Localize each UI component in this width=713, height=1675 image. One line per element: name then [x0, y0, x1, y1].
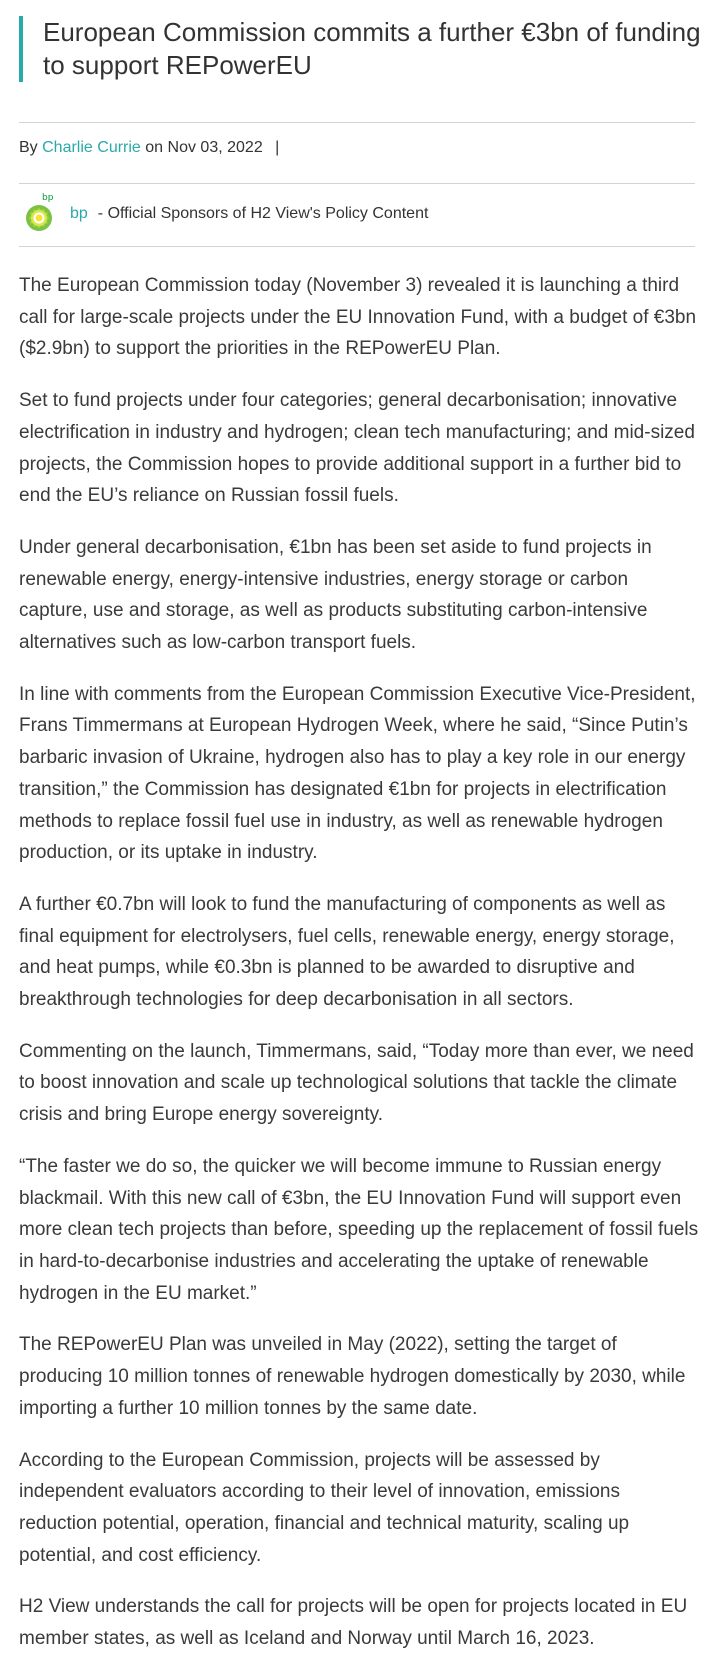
- article-paragraph: According to the European Commission, projects will be assessed by independent evaluators according to their level of innovation, emissions reduction potential, operation, financial and technical maturity, scaling up potential, and cost efficiency.: [19, 1449, 630, 1566]
- sponsor-link[interactable]: bp: [70, 205, 88, 222]
- article-paragraph: Set to fund projects under four categories; general decarbonisation; innovative electrification in industry and hydrogen; clean tech manufacturing; and mid-sized projects, the Commission hopes to provide additional support in a further bid to end the EU’s reliance on Russian fossil fuels.: [19, 390, 695, 507]
- author-link[interactable]: Charlie Currie: [42, 139, 141, 156]
- article-body: [19, 270, 699, 1675]
- divider: [19, 183, 695, 184]
- publish-date: Nov 03, 2022: [167, 139, 263, 156]
- article-headline: European Commission commits a further €3bn of funding to support REPowerEU: [43, 17, 701, 80]
- date-prefix: on: [145, 139, 164, 156]
- article-paragraph: “The faster we do so, the quicker we will become immune to Russian energy blackmail. With this new call of €3bn, the EU Innovation Fund will support even more clean tech projects than before, speeding up the replacement of fossil fuels in hard-to-decarbonise industries and accelerating the uptake of renewable hydrogen in the EU market.”: [19, 1155, 699, 1304]
- article-paragraph: Under general decarbonisation, €1bn has been set aside to fund projects in renewable energy, energy-intensive industries, energy storage or carbon capture, use and storage, as well as products substituting carbon-intensive alternatives such as low-carbon transport fuels.: [19, 536, 652, 654]
- byline-prefix: By: [19, 139, 38, 156]
- divider: [19, 246, 695, 247]
- article-paragraph: A further €0.7bn will look to fund the manufacturing of components as well as final equipment for electrolysers, fuel cells, renewable energy, energy storage, and heat pumps, while €0.3bn is planned to be awarded to disruptive and breakthrough technologies for deep decarbonisation in all sectors.: [19, 893, 675, 1011]
- divider: [19, 122, 695, 123]
- bp-logo-text: bp: [42, 193, 54, 203]
- article-paragraph: The European Commission today (November 3) revealed it is launching a third call for large-scale projects under the EU Innovation Fund, with a budget of €3bn ($2.9bn) to support the priorities in the REPowerEU Plan.: [19, 275, 697, 360]
- byline: [19, 137, 279, 159]
- sponsor-text: - Official Sponsors of H2 View's Policy Content: [97, 205, 429, 222]
- bp-logo-icon[interactable]: [24, 192, 60, 236]
- article-paragraph: The REPowerEU Plan was unveiled in May (2022), setting the target of producing 10 million tonnes of renewable hydrogen domestically by 2030, while importing a further 10 million tonnes by the same date.: [19, 1334, 686, 1419]
- article-paragraph: H2 View understands the call for projects will be open for projects located in EU member states, as well as Iceland and Norway until March 16, 2023.: [19, 1596, 688, 1650]
- sponsor-banner: [24, 192, 428, 236]
- byline-separator: |: [275, 139, 280, 156]
- headline-block: [19, 16, 703, 82]
- article-paragraph: Commenting on the launch, Timmermans, said, “Today more than ever, we need to boost innovation and scale up technological solutions that tackle the climate crisis and bring Europe energy sovereignty.: [19, 1040, 694, 1126]
- article-paragraph: In line with comments from the European Commission Executive Vice-President, Frans Timmermans at European Hydrogen Week, where he said, “Since Putin’s barbaric invasion of Ukraine, hydrogen also has to play a key role in our energy transition,” the Commission has designated €1bn for projects in electrification methods to replace fossil fuel use in industry, as well as renewable hydrogen production, or its uptake in industry.: [19, 683, 696, 864]
